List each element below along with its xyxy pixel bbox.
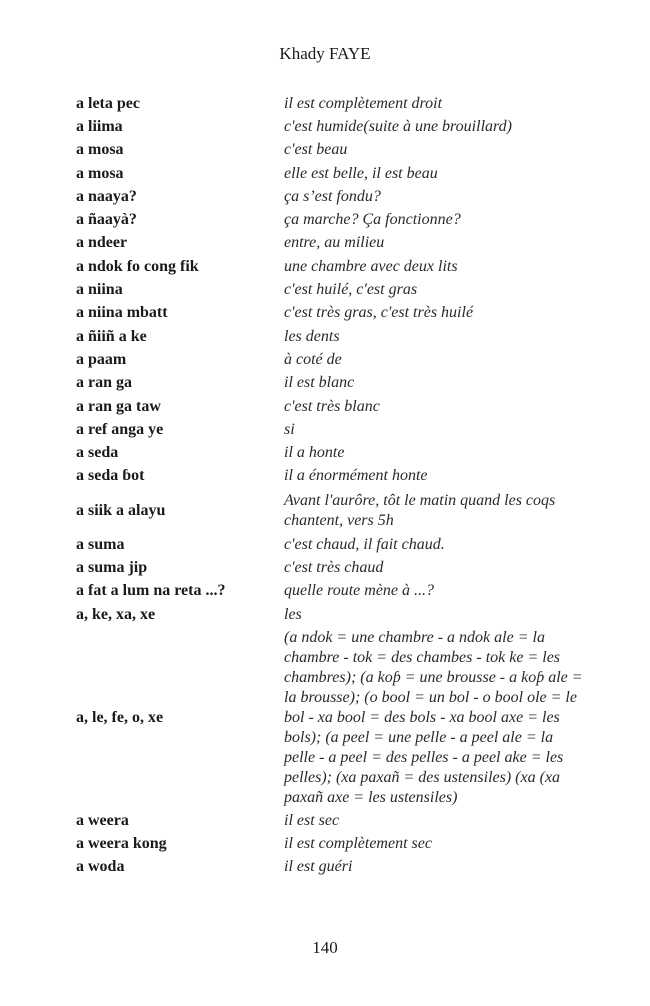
- entry-term: a naaya?: [76, 187, 137, 205]
- entry-gloss: Avant l'aurôre, tôt le matin quand les coqs chantent, vers 5h: [284, 492, 556, 530]
- entry-gloss: elle est belle, il est beau: [284, 164, 438, 182]
- entry-gloss: il est blanc: [284, 374, 355, 392]
- glossary-entry: [76, 278, 586, 301]
- entry-term: a woda: [76, 858, 125, 876]
- glossary-entry: [76, 533, 586, 556]
- entry-gloss: il est sec: [284, 811, 340, 829]
- glossary-entry: [76, 139, 586, 162]
- glossary-entry: [76, 325, 586, 348]
- entry-term: a ñiiñ a ke: [76, 327, 147, 345]
- entry-term: a niina: [76, 281, 123, 299]
- entry-gloss: c'est chaud, il fait chaud.: [284, 535, 445, 553]
- entry-gloss: c'est très blanc: [284, 397, 380, 415]
- glossary-entry: [76, 556, 586, 579]
- glossary-entry: [76, 115, 586, 138]
- entry-gloss: ça marche? Ça fonctionne?: [284, 211, 461, 229]
- entry-term: a fat a lum na reta ...?: [76, 582, 226, 600]
- entry-gloss: c'est humide(suite à une brouillard): [284, 117, 512, 135]
- entry-term: a siik a alayu: [76, 502, 166, 520]
- entry-gloss: les dents: [284, 327, 340, 345]
- glossary-entry: [76, 628, 586, 808]
- entry-term: a weera: [76, 811, 129, 829]
- glossary-entry: [76, 441, 586, 464]
- entry-term: a liima: [76, 117, 123, 135]
- entry-term: a ran ga: [76, 374, 132, 392]
- entry-term: a ndeer: [76, 234, 128, 252]
- entry-term: a, le, fe, o, xe: [76, 709, 164, 727]
- entry-term: a suma jip: [76, 558, 148, 576]
- entry-term: a leta pec: [76, 94, 140, 112]
- entry-gloss: à coté de: [284, 350, 342, 368]
- entry-gloss: entre, au milieu: [284, 234, 385, 252]
- entry-gloss: ça s’est fondu?: [284, 187, 381, 205]
- entry-gloss: il est guéri: [284, 858, 353, 876]
- glossary-entry: [76, 302, 586, 325]
- entry-term: a ref anga ye: [76, 420, 164, 438]
- glossary-entry: [76, 208, 586, 231]
- entry-term: a ndok fo cong fik: [76, 257, 199, 275]
- entry-term: a ñaayà?: [76, 211, 137, 229]
- glossary-entry: [76, 580, 586, 603]
- glossary-entry: [76, 418, 586, 441]
- entry-gloss: il a énormément honte: [284, 467, 428, 485]
- entry-term: a seda ɓot: [76, 467, 145, 485]
- entry-gloss: il est complètement sec: [284, 835, 432, 853]
- entry-term: a seda: [76, 444, 119, 462]
- glossary-entry: [76, 348, 586, 371]
- glossary-entry: [76, 491, 586, 531]
- glossary-entry: [76, 603, 586, 626]
- entry-term: a paam: [76, 350, 127, 368]
- glossary-entry: [76, 833, 586, 856]
- glossary-entry: [76, 395, 586, 418]
- glossary-entry: [76, 162, 586, 185]
- glossary-entry: [76, 232, 586, 255]
- entry-gloss: les: [284, 605, 302, 623]
- glossary-entry: [76, 255, 586, 278]
- entry-gloss: quelle route mène à ...?: [284, 582, 435, 600]
- entry-gloss: c'est huilé, c'est gras: [284, 281, 418, 299]
- entry-gloss: c'est très gras, c'est très huilé: [284, 304, 474, 322]
- entry-term: a ran ga taw: [76, 397, 161, 415]
- entry-gloss: une chambre avec deux lits: [284, 257, 458, 275]
- entry-term: a suma: [76, 535, 125, 553]
- glossary-list: [76, 92, 586, 879]
- glossary-entry: [76, 185, 586, 208]
- entry-term: a, ke, xa, xe: [76, 605, 156, 623]
- entry-gloss: c'est très chaud: [284, 558, 384, 576]
- entry-term: a mosa: [76, 141, 124, 159]
- entry-term: a mosa: [76, 164, 124, 182]
- entry-gloss: il est complètement droit: [284, 94, 443, 112]
- entry-gloss: il a honte: [284, 444, 345, 462]
- page-number: 140: [312, 938, 338, 957]
- entry-gloss: si: [284, 420, 295, 438]
- entry-gloss: c'est beau: [284, 141, 348, 159]
- glossary-entry: [76, 92, 586, 115]
- entry-gloss: (a ndok = une chambre - a ndok ale = la chambre - tok = des chambes - tok ke = les chambres); (a koƥ = une brousse - a koƥ ale = la brousse); (o bool = un bol - o bool ole = le bol - xa bool = des bols - xa bool axe = les bols); (a peel = une pelle - a peel ale = la pelle - a peel = des pelles - a peel ake = les pelles); (xa paxañ = des ustensiles) (xa (xa paxañ axe = les ustensiles): [284, 629, 583, 807]
- running-header: Khady FAYE: [279, 44, 371, 63]
- glossary-entry: [76, 465, 586, 488]
- glossary-entry: [76, 372, 586, 395]
- entry-term: a niina mbatt: [76, 304, 168, 322]
- entry-term: a weera kong: [76, 835, 167, 853]
- glossary-entry: [76, 856, 586, 879]
- glossary-entry: [76, 809, 586, 832]
